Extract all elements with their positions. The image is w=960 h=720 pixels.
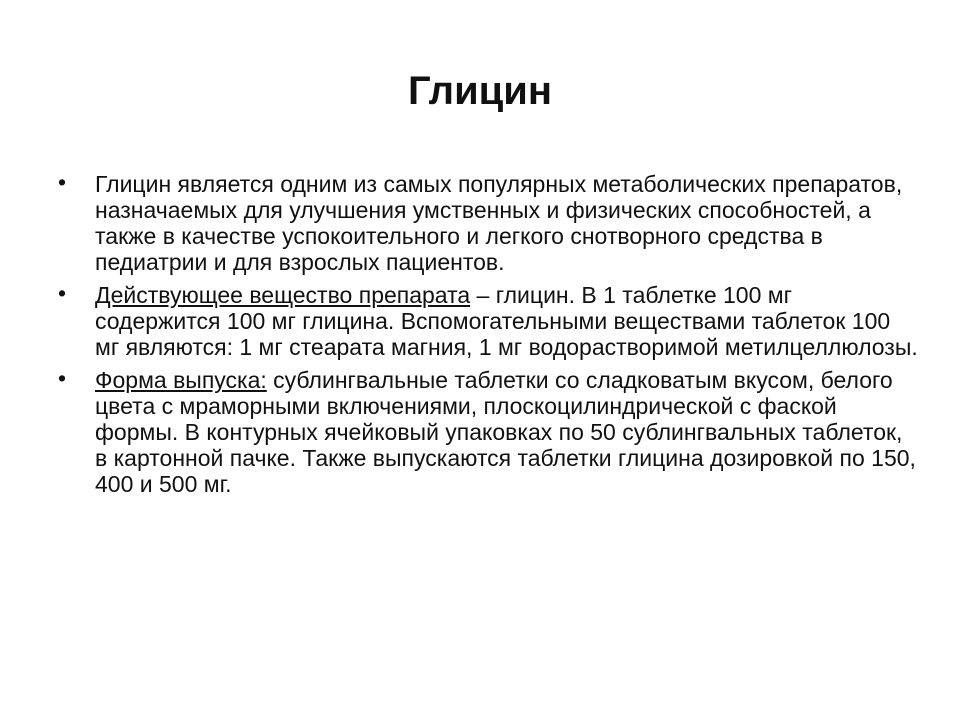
bullet-lead-underlined: Форма выпуска:	[95, 367, 267, 393]
bullet-item-release-form	[58, 367, 918, 497]
bullet-marker: •	[58, 169, 67, 195]
bullet-text: сублингвальные таблетки со сладковатым вкусом, белого цвета с мраморными включениями, плоскоцилиндрической с фаской формы. В контурных ячейковый упаковках по 50 сублингвальных таблеток, в картонной пачке. Также выпускаются таблетки глицина дозировкой по 150, 400 и 500 мг.	[95, 367, 916, 497]
bullet-marker: •	[58, 365, 67, 391]
bullet-lead-underlined: Действующее вещество препарата	[95, 282, 471, 308]
bullet-marker: •	[58, 280, 67, 306]
bullet-item-description	[58, 171, 918, 275]
bullet-list	[58, 171, 918, 504]
bullet-text: Глицин является одним из самых популярных метаболических препаратов, назначаемых для улучшения умственных и физических способностей, а также в качестве успокоительного и легкого снотворного средства в педиатрии и для взрослых пациентов.	[95, 171, 903, 275]
slide-title: Глицин	[407, 69, 553, 113]
bullet-text: – глицин. В 1 таблетке 100 мг содержится 100 мг глицина. Вспомогательными веществами таблеток 100 мг являются: 1 мг стеарата магния, 1 мг водорастворимой метилцеллюлозы.	[95, 282, 918, 360]
bullet-item-active-substance	[58, 282, 918, 360]
